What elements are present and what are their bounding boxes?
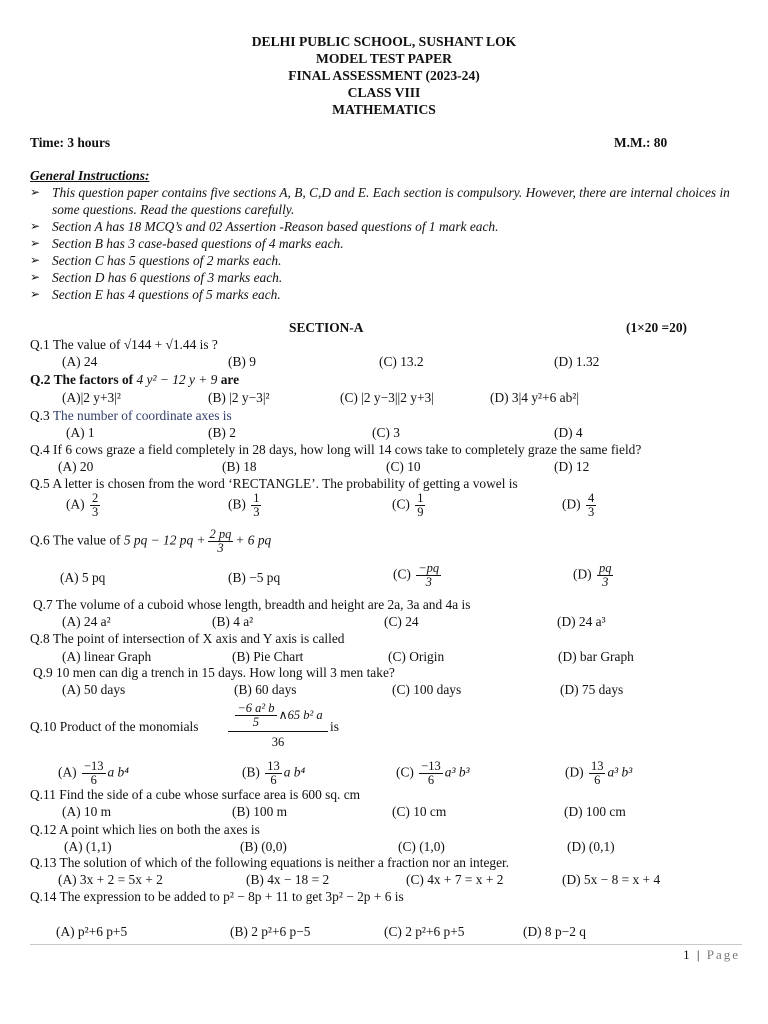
arrow-bullet-icon: ➢ — [30, 236, 41, 250]
q12-option-c: (C) (1,0) — [398, 839, 445, 854]
q5-option-b: (B) $\frac{1}{3}$ — [228, 491, 260, 519]
arrow-bullet-icon: ➢ — [30, 270, 41, 284]
q10-option-a: (A) $\frac{-13}{6}$ a b⁴ — [58, 759, 129, 787]
q5-option-c: (C) $\frac{1}{9}$ — [392, 491, 424, 519]
q11-option-b: (B) 100 m — [232, 804, 288, 819]
question-13: Q.13 The solution of which of the following equations is neither a fraction nor an integer. — [30, 855, 510, 870]
question-9: Q.9 10 men can dig a trench in 15 days. How long will 3 men take? — [33, 665, 395, 680]
q10-option-b: (B) $\frac{13}{6}$ a b⁴ — [242, 759, 306, 787]
q10-option-d: (D) $\frac{13}{6}$ a³ b³ — [565, 759, 633, 787]
q14-option-b: (B) 2 p²+6 p−5 — [230, 924, 311, 939]
question-5: Q.5 A letter is chosen from the word ‘RECTANGLE’. The probability of getting a vowel is — [30, 476, 518, 491]
instruction-item: ➢ This question paper contains five sections A, B, C,D and E. Each section is compulsory. However, there are internal choices in some questions. Read the questions carefully. — [30, 185, 730, 217]
q2-option-c: (C) |2 y−3||2 y+3| — [340, 390, 434, 405]
section-title: SECTION-A — [289, 320, 364, 335]
q9-option-c: (C) 100 days — [392, 682, 462, 697]
question-1: Q.1 The value of √144 + √1.44 is ? — [30, 337, 218, 352]
q11-option-a: (A) 10 m — [62, 804, 112, 819]
q8-option-c: (C) Origin — [388, 649, 445, 664]
q2-option-d: (D) 3|4 y²+6 ab²| — [490, 390, 579, 405]
instruction-item: ➢ Section E has 4 questions of 5 marks each. — [30, 287, 281, 302]
q12-option-b: (B) (0,0) — [240, 839, 287, 854]
q9-option-b: (B) 60 days — [234, 682, 297, 697]
q9-option-a: (A) 50 days — [62, 682, 126, 697]
instruction-item: ➢ Section B has 3 case-based questions of 4 marks each. — [30, 236, 344, 251]
q9-option-d: (D) 75 days — [560, 682, 624, 697]
instruction-item: ➢ Section C has 5 questions of 2 marks each. — [30, 253, 282, 268]
q2-option-a: (A)|2 y+3|² — [62, 390, 121, 405]
q4-option-b: (B) 18 — [222, 459, 257, 474]
q1-option-d: (D) 1.32 — [554, 354, 600, 369]
q1-option-a: (A) 24 — [62, 354, 98, 369]
q2-expression: 4 y² − 12 y + 9 — [136, 372, 218, 387]
q10-option-c: (C) $\frac{-13}{6}$ a³ b³ — [396, 759, 470, 787]
q13-option-a: (A) 3x + 2 = 5x + 2 — [58, 872, 163, 887]
q11-option-d: (D) 100 cm — [564, 804, 626, 819]
class-title: CLASS VIII — [347, 85, 421, 100]
q8-option-b: (B) Pie Chart — [232, 649, 304, 664]
question-8: Q.8 The point of intersection of X axis and Y axis is called — [30, 631, 345, 646]
subject-title: MATHEMATICS — [332, 102, 436, 117]
question-3: Q.3 The number of coordinate axes is — [30, 408, 232, 423]
footer-divider — [30, 944, 742, 945]
q4-option-d: (D) 12 — [554, 459, 590, 474]
q1-option-b: (B) 9 — [228, 354, 256, 369]
question-6: Q.6 The value of 5 pq − 12 pq + $\frac{2 pq}{3}$ + 6 pq — [30, 527, 272, 555]
q4-option-c: (C) 10 — [386, 459, 421, 474]
question-12: Q.12 A point which lies on both the axes is — [30, 822, 260, 837]
paper-title: MODEL TEST PAPER — [316, 51, 452, 66]
question-11: Q.11 Find the side of a cube whose surface area is 600 sq. cm — [30, 787, 361, 802]
school-name: DELHI PUBLIC SCHOOL, SUSHANT LOK — [251, 34, 517, 49]
q7-option-d: (D) 24 a³ — [557, 614, 606, 629]
q13-option-d: (D) 5x − 8 = x + 4 — [562, 872, 661, 887]
question-14: Q.14 The expression to be added to p² − 8p + 11 to get 3p² − 2p + 6 is — [30, 889, 404, 904]
q5-option-d: (D) $\frac{4}{3}$ — [562, 491, 595, 519]
page-number: 1 | Page — [683, 947, 740, 962]
arrow-bullet-icon: ➢ — [30, 219, 41, 233]
instruction-item: ➢ Section A has 18 MCQ’s and 02 Assertion -Reason based questions of 1 mark each. — [30, 219, 499, 234]
time-label: Time: 3 hours — [30, 135, 111, 150]
q14-option-c: (C) 2 p²+6 p+5 — [384, 924, 465, 939]
instruction-item: ➢ Section D has 6 questions of 3 marks each. — [30, 270, 283, 285]
q12-option-a: (A) (1,1) — [64, 839, 112, 854]
q12-option-d: (D) (0,1) — [567, 839, 615, 854]
q11-option-c: (C) 10 cm — [392, 804, 447, 819]
instructions-title: General Instructions: — [30, 168, 150, 183]
q14-option-d: (D) 8 p−2 q — [523, 924, 586, 939]
max-marks-label: M.M.: 80 — [614, 135, 668, 150]
q10-monomial-fraction: $\frac{\text{−6 a² b}}{5}$ ∧65 b² a 36 — [228, 699, 328, 750]
q10-suffix: is — [330, 719, 339, 734]
q5-option-a: (A) $\frac{2}{3}$ — [66, 491, 99, 519]
q3-option-d: (D) 4 — [554, 425, 583, 440]
q6-option-d: (D) $\frac{pq}{3}$ — [573, 561, 612, 589]
q4-option-a: (A) 20 — [58, 459, 94, 474]
question-2: Q.2 The factors of 4 y² − 12 y + 9 are — [30, 372, 240, 387]
q7-option-b: (B) 4 a² — [212, 614, 254, 629]
question-4: Q.4 If 6 cows graze a field completely in 28 days, how long will 14 cows take to completely graze the same field? — [30, 442, 642, 457]
q13-option-b: (B) 4x − 18 = 2 — [246, 872, 330, 887]
arrow-bullet-icon: ➢ — [30, 287, 41, 301]
q3-option-a: (A) 1 — [66, 425, 95, 440]
q6-option-c: (C) $\frac{-pq}{3}$ — [393, 561, 440, 589]
q2-option-b: (B) |2 y−3|² — [208, 390, 270, 405]
q7-option-c: (C) 24 — [384, 614, 419, 629]
q1-option-c: (C) 13.2 — [379, 354, 424, 369]
section-marks: (1×20 =20) — [626, 320, 688, 335]
q13-option-c: (C) 4x + 7 = x + 2 — [406, 872, 504, 887]
arrow-bullet-icon: ➢ — [30, 253, 41, 267]
q3-option-b: (B) 2 — [208, 425, 236, 440]
q8-option-a: (A) linear Graph — [62, 649, 152, 664]
q6-option-a: (A) 5 pq — [60, 570, 106, 585]
q7-option-a: (A) 24 a² — [62, 614, 111, 629]
assessment-title: FINAL ASSESSMENT (2023-24) — [288, 68, 480, 83]
q3-option-c: (C) 3 — [372, 425, 400, 440]
question-10: Q.10 Product of the monomials — [30, 719, 199, 734]
q6-option-b: (B) −5 pq — [228, 570, 281, 585]
arrow-bullet-icon: ➢ — [30, 185, 41, 199]
q14-option-a: (A) p²+6 p+5 — [56, 924, 128, 939]
question-7: Q.7 The volume of a cuboid whose length, breadth and height are 2a, 3a and 4a is — [33, 597, 471, 612]
q8-option-d: (D) bar Graph — [558, 649, 634, 664]
